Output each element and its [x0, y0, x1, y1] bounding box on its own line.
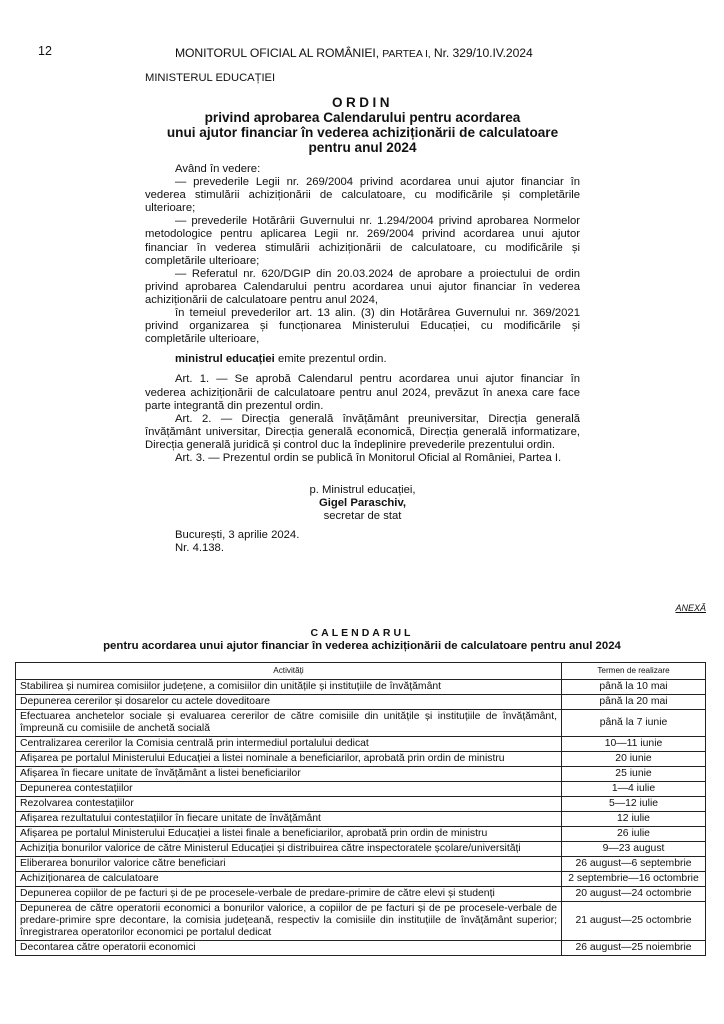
activity-text: Depunerea copiilor de pe facturi și de pe procesele-verbale de predare-primire de către elevi și studenți — [20, 888, 495, 899]
deadline-cell: până la 20 mai — [562, 695, 706, 710]
calendar-title-subject: pentru acordarea unui ajutor financiar în vederea achiziționării de calculatoare pentru anul 2024 — [103, 640, 621, 652]
activity-cell — [16, 797, 562, 812]
deadline-cell: 5—12 iulie — [562, 797, 706, 812]
consideration: — prevederile Legii nr. 269/2004 privind acordarea unui ajutor financiar în vederea stimulării achiziționării de calculatoare, cu modificările și completările ulterioare; — [145, 176, 580, 215]
activity-text: Achiziția bonurilor valorice de către Ministerul Educației și distribuirea către inspectoratele școlare/universități — [20, 843, 521, 854]
signatory-role: secretar de stat — [323, 510, 402, 523]
article-3: Art. 3. — Prezentul ordin se publică în Monitorul Oficial al României, Partea I. — [175, 451, 562, 464]
activity-cell — [16, 842, 562, 857]
activity-cell — [16, 782, 562, 797]
article-2: Art. 2. — Direcția generală învățământ preuniversitar, Direcția generală învățământ universitar, Direcția generală economică, Direcția generală informatizare, Direcția generală juridică și control duc la îndeplinire prevederile prezentului ordin. — [145, 412, 580, 451]
order-subject-line: pentru anul 2024 — [308, 140, 417, 155]
publication-issue: Nr. 329/10.IV.2024 — [433, 46, 533, 60]
activity-text: Eliberarea bonurilor valorice către beneficiari — [20, 858, 226, 869]
signatory-name: Gigel Paraschiv, — [318, 497, 407, 510]
signature-block — [145, 484, 580, 523]
activity-text: Depunerea cererilor și dosarelor cu actele doveditoare — [20, 696, 271, 707]
legal-basis: în temeiul prevederilor art. 13 alin. (3) din Hotărârea Guvernului nr. 369/2021 privind organizarea și funcționarea Ministerului Educației, cu modificările și completările ulterioare, — [145, 307, 580, 346]
activity-text: Stabilirea și numirea comisiilor județene, a comisiilor din unitățile și instituțiile de învățământ — [20, 681, 442, 692]
calendar-table-body — [16, 680, 706, 956]
activity-cell — [16, 767, 562, 782]
activity-cell — [16, 941, 562, 956]
table-row — [16, 767, 706, 782]
running-header — [175, 46, 533, 60]
table-row — [16, 797, 706, 812]
activity-cell — [16, 902, 562, 941]
activity-text: Afișarea în fiecare unitate de învățământ a listei beneficiarilor — [20, 768, 301, 779]
table-row — [16, 812, 706, 827]
activity-cell — [16, 857, 562, 872]
deadline-cell: 1—4 iulie — [562, 782, 706, 797]
publication-part: PARTEA I, — [382, 48, 431, 60]
table-row — [16, 887, 706, 902]
activity-text: Rezolvarea contestațiilor — [20, 798, 134, 809]
activity-cell — [16, 752, 562, 767]
table-row — [16, 695, 706, 710]
deadline-cell: 10—11 iunie — [562, 737, 706, 752]
activity-cell — [16, 812, 562, 827]
table-row — [16, 680, 706, 695]
calendar-table — [15, 662, 706, 956]
activity-cell — [16, 737, 562, 752]
table-row — [16, 842, 706, 857]
deadline-cell: 26 august—6 septembrie — [562, 857, 706, 872]
deadline-cell: până la 7 iunie — [562, 710, 706, 737]
page-number: 12 — [38, 44, 52, 58]
article-1: Art. 1. — Se aprobă Calendarul pentru acordarea unui ajutor financiar în vederea achiziționării de calculatoare pentru anul 2024, prevăzut în anexa care face parte integrantă din prezentul ordin. — [145, 373, 580, 412]
activity-cell — [16, 872, 562, 887]
deadline-cell: 26 august—25 noiembrie — [562, 941, 706, 956]
signature-on-behalf: p. Ministrul educației, — [309, 484, 416, 496]
activity-cell — [16, 695, 562, 710]
activity-cell — [16, 827, 562, 842]
consideration: — prevederile Hotărârii Guvernului nr. 1.294/2004 privind aprobarea Normelor metodologice pentru aplicarea Legii nr. 269/2004 privind acordarea unui ajutor financiar în vederea stimulării achiziționării de calculatoare, cu modificările și completările ulterioare; — [145, 215, 580, 267]
column-header-activities: Activități — [16, 663, 562, 680]
issuing-ministry: MINISTERUL EDUCAȚIEI — [145, 72, 276, 84]
place-date-block — [175, 529, 299, 555]
table-row — [16, 872, 706, 887]
calendar-title — [0, 627, 724, 653]
table-row — [16, 941, 706, 956]
order-body — [145, 163, 580, 465]
activity-text: Decontarea către operatorii economici — [20, 942, 196, 953]
deadline-cell: 26 iulie — [562, 827, 706, 842]
order-subject-line: unui ajutor financiar în vederea achiziționării de calculatoare — [166, 125, 559, 140]
issuing-formula-text: emite prezentul ordin. — [274, 353, 387, 366]
place-date: București, 3 aprilie 2024. — [175, 529, 300, 541]
table-row — [16, 902, 706, 941]
issuing-authority: ministrul educației — [175, 353, 275, 366]
table-row — [16, 710, 706, 737]
order-kind: ORDIN — [332, 95, 393, 110]
deadline-cell: 20 august—24 octombrie — [562, 887, 706, 902]
activity-cell — [16, 710, 562, 737]
column-header-deadline: Termen de realizare — [562, 663, 706, 680]
activity-text: Achiziționarea de calculatoare — [20, 873, 159, 884]
publication-name: MONITORUL OFICIAL AL ROMÂNIEI, — [175, 46, 379, 60]
order-title — [145, 95, 580, 155]
table-row — [16, 752, 706, 767]
activity-cell — [16, 887, 562, 902]
deadline-cell: 20 iunie — [562, 752, 706, 767]
deadline-cell: 2 septembrie—16 octombrie — [562, 872, 706, 887]
order-subject-line: privind aprobarea Calendarului pentru acordarea — [204, 110, 521, 125]
activity-text: Centralizarea cererilor la Comisia centrală prin intermediul portalului dedicat — [20, 738, 369, 749]
table-row — [16, 782, 706, 797]
activity-cell — [16, 680, 562, 695]
deadline-cell: 25 iunie — [562, 767, 706, 782]
activity-text: Afișarea pe portalul Ministerului Educației a listei finale a beneficiarilor, aprobată prin ordin de ministru — [20, 828, 488, 839]
calendar-title-kind: CALENDARUL — [310, 627, 414, 639]
deadline-cell: 12 iulie — [562, 812, 706, 827]
table-row — [16, 827, 706, 842]
activity-text: Afișarea rezultatului contestațiilor în fiecare unitate de învățământ — [20, 813, 321, 824]
table-row — [16, 857, 706, 872]
table-row — [16, 737, 706, 752]
activity-text: Depunerea contestațiilor — [20, 783, 133, 794]
order-number: Nr. 4.138. — [175, 542, 224, 555]
consideration: — Referatul nr. 620/DGIP din 20.03.2024 de aprobare a proiectului de ordin privind aprobarea Calendarului pentru acordarea unui ajutor financiar în vederea achiziționării de calculatoare pentru anul 2024, — [145, 267, 580, 306]
deadline-cell: până la 10 mai — [562, 680, 706, 695]
table-header-row — [16, 663, 706, 680]
deadline-cell: 21 august—25 octombrie — [562, 902, 706, 941]
annex-label: ANEXĂ — [675, 603, 706, 613]
preamble-intro: Având în vedere: — [175, 163, 261, 175]
deadline-cell: 9—23 august — [562, 842, 706, 857]
issuing-formula — [145, 353, 580, 366]
activity-text: Efectuarea anchetelor sociale și evaluarea cererilor de către comisiile din unitățile și instituțiile de învățământ, împreună cu comisiile de anchetă socială — [20, 711, 557, 734]
activity-text: Depunerea de către operatorii economici a bonurilor valorice, a copiilor de pe facturi și de pe procesele-verbale de predare-primire spre decontare, la comisia județeană, respectiv la comisiile din instituțiile de învățământ superior; înregistrarea operatorilor economici pe portalul dedicat — [20, 903, 557, 938]
activity-text: Afișarea pe portalul Ministerului Educației a listei nominale a beneficiarilor, aprobată prin ordin de ministru — [20, 753, 505, 764]
